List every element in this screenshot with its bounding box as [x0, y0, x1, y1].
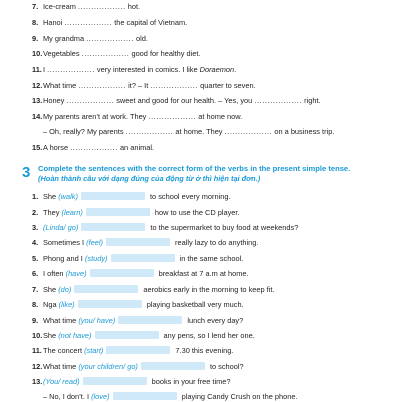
- answer-blank[interactable]: ..................: [148, 112, 197, 121]
- item-number: 13.: [32, 377, 43, 386]
- verb-sentence-row: [32, 331, 255, 341]
- sentence-text: My parents aren’t at work. They: [43, 112, 149, 121]
- item-number: 12.: [32, 81, 43, 90]
- sentence-row: [32, 96, 321, 106]
- item-number: 14.: [32, 112, 43, 121]
- sentence-text: it? – It: [126, 81, 151, 90]
- item-number: 11.: [32, 65, 42, 74]
- answer-input-box[interactable]: [106, 346, 170, 354]
- verb-hint: (your children/ go): [78, 362, 138, 371]
- verb-sentence-row: [32, 316, 243, 326]
- item-number: 1.: [32, 192, 39, 201]
- item-number: 9.: [32, 34, 39, 43]
- item-number: 10.: [32, 49, 43, 58]
- sentence-row: [32, 65, 236, 75]
- answer-input-box[interactable]: [83, 377, 147, 385]
- verb-hint: (feel): [86, 238, 103, 247]
- sentence-text: Vegetables: [43, 49, 82, 58]
- sentence-text: at home. They: [173, 127, 225, 136]
- sentence-row: [32, 18, 187, 28]
- sentence-text: I often: [43, 269, 66, 278]
- verb-hint: (like): [58, 300, 75, 309]
- item-number: 8.: [32, 300, 39, 309]
- sentence-text: Phong and I: [43, 254, 85, 263]
- sentence-text: The concert: [43, 346, 85, 355]
- verb-hint: (do): [58, 285, 72, 294]
- sentence-row: [32, 34, 148, 44]
- sentence-text: 7.30 this evening.: [173, 346, 234, 355]
- sentence-text: – No, I don’t. I: [43, 392, 92, 401]
- sentence-text: I: [43, 65, 48, 74]
- verb-sentence-row: [32, 300, 244, 310]
- item-number: 6.: [32, 269, 39, 278]
- answer-input-box[interactable]: [118, 316, 182, 324]
- sentence-text: very interested in comics. I like: [94, 65, 200, 74]
- verb-hint: (walk): [58, 192, 78, 201]
- verb-hint: (learn): [61, 208, 83, 217]
- verb-sentence-row: [32, 192, 231, 202]
- sentence-text: Sometimes I: [43, 238, 87, 247]
- verb-sentence-row: [32, 285, 274, 295]
- answer-blank[interactable]: ..................: [125, 127, 174, 136]
- verb-sentence-row: [32, 238, 258, 248]
- verb-hint: (You/ read): [43, 377, 80, 386]
- sentence-text: My grandma: [43, 34, 87, 43]
- answer-input-box[interactable]: [78, 300, 142, 308]
- sentence-text: She: [43, 285, 59, 294]
- verb-sentence-row: [32, 208, 240, 218]
- sentence-text: any pens, so I lend her one.: [161, 331, 255, 340]
- sentence-text: Honey: [43, 96, 67, 105]
- verb-sentence-row: [32, 269, 249, 279]
- sentence-text: aerobics early in the morning to keep fit.: [141, 285, 275, 294]
- answer-input-box[interactable]: [90, 269, 154, 277]
- verb-sentence-row: [32, 392, 297, 402]
- sentence-text: She: [43, 192, 59, 201]
- answer-blank[interactable]: ..................: [64, 18, 113, 27]
- item-number: 15.: [32, 143, 43, 152]
- sentence-text: They: [43, 208, 62, 217]
- sentence-row: [32, 49, 201, 59]
- sentence-text: What time: [43, 362, 79, 371]
- sentence-text: playing basketball very much.: [144, 300, 244, 309]
- sentence-text: Ice-cream: [43, 2, 78, 11]
- verb-sentence-row: [32, 362, 244, 372]
- answer-input-box[interactable]: [141, 362, 205, 370]
- sentence-row: [32, 143, 154, 153]
- verb-hint: (you/ have): [78, 316, 116, 325]
- sentence-text: really lazy to do anything.: [172, 238, 259, 247]
- answer-input-box[interactable]: [106, 238, 170, 246]
- item-number: 5.: [32, 254, 39, 263]
- verb-hint: (start): [84, 346, 104, 355]
- verb-sentence-row: [32, 254, 243, 264]
- sentence-text: on a business trip.: [272, 127, 335, 136]
- sentence-text: Hanoi: [43, 18, 65, 27]
- sentence-row: [32, 127, 334, 137]
- answer-blank[interactable]: ..................: [81, 49, 130, 58]
- item-number: 3.: [32, 223, 39, 232]
- sentence-title-text: Doraemon: [199, 65, 235, 74]
- sentence-text: breakfast at 7 a.m at home.: [156, 269, 249, 278]
- item-number: 11.: [32, 346, 42, 355]
- answer-input-box[interactable]: [74, 285, 138, 293]
- item-number: 8.: [32, 18, 39, 27]
- verb-sentence-row: [32, 346, 233, 356]
- sentence-text: .: [234, 65, 237, 74]
- verb-hint: (not have): [58, 331, 92, 340]
- item-number: 13.: [32, 96, 43, 105]
- sentence-text: She: [43, 331, 59, 340]
- sentence-text: in the same school.: [177, 254, 244, 263]
- answer-blank[interactable]: ..................: [150, 81, 199, 90]
- sentence-text: good for healthy diet.: [129, 49, 201, 58]
- answer-input-box[interactable]: [81, 192, 145, 200]
- item-number: 12.: [32, 362, 43, 371]
- verb-sentence-row: [32, 223, 298, 233]
- item-number: 7.: [32, 285, 39, 294]
- answer-blank[interactable]: ..................: [78, 81, 127, 90]
- sentence-row: [32, 2, 140, 12]
- answer-input-box[interactable]: [111, 254, 175, 262]
- verb-hint: (Linda/ go): [43, 223, 79, 232]
- section-title: Complete the sentences with the correct form of the verbs in the present simple tense.: [38, 164, 351, 173]
- answer-blank[interactable]: ..................: [47, 65, 95, 74]
- item-number: 9.: [32, 316, 39, 325]
- sentence-text: quarter to seven.: [198, 81, 256, 90]
- section-number: 3: [22, 164, 31, 181]
- sentence-text: A horse: [43, 143, 71, 152]
- sentence-text: Nga: [43, 300, 59, 309]
- item-number: 2.: [32, 208, 39, 217]
- verb-hint: (love): [91, 392, 110, 401]
- answer-blank[interactable]: ..................: [66, 96, 115, 105]
- sentence-text: What time: [43, 316, 79, 325]
- sentence-text: how to use the CD player.: [152, 208, 240, 217]
- sentence-text: an animal.: [117, 143, 155, 152]
- verb-hint: (have): [65, 269, 87, 278]
- verb-sentence-row: [32, 377, 231, 387]
- sentence-text: What time: [43, 81, 79, 90]
- verb-hint: (study): [84, 254, 108, 263]
- item-number: 10.: [32, 331, 43, 340]
- sentence-text: playing Candy Crush on the phone.: [179, 392, 298, 401]
- answer-input-box[interactable]: [81, 223, 145, 231]
- answer-blank[interactable]: ..................: [224, 127, 273, 136]
- answer-blank[interactable]: ..................: [86, 34, 134, 43]
- sentence-text: – Oh, really? My parents: [43, 127, 126, 136]
- sentence-row: [32, 112, 242, 122]
- item-number: 4.: [32, 238, 39, 247]
- answer-input-box[interactable]: [86, 208, 150, 216]
- sentence-text: old.: [133, 34, 148, 43]
- answer-blank[interactable]: ..................: [77, 2, 126, 11]
- sentence-row: [32, 81, 256, 91]
- section-subtitle: (Hoàn thành câu với dạng đúng của động từ ở thì hiện tại đơn.): [38, 174, 261, 183]
- item-number: 7.: [32, 2, 39, 11]
- answer-input-box[interactable]: [113, 392, 177, 400]
- sentence-text: to school?: [207, 362, 244, 371]
- answer-blank[interactable]: ..................: [254, 96, 303, 105]
- sentence-text: to the supermarket to buy food at weekends?: [148, 223, 299, 232]
- sentence-text: lunch every day?: [185, 316, 244, 325]
- sentence-text: at home now.: [196, 112, 243, 121]
- sentence-text: sweet and good for our health. – Yes, you: [114, 96, 255, 105]
- answer-blank[interactable]: ..................: [70, 143, 118, 152]
- sentence-text: to school every morning.: [147, 192, 231, 201]
- sentence-text: books in your free time?: [149, 377, 231, 386]
- sentence-text: hot.: [125, 2, 141, 11]
- sentence-text: the capital of Vietnam.: [112, 18, 188, 27]
- answer-input-box[interactable]: [95, 331, 159, 339]
- sentence-text: right.: [302, 96, 321, 105]
